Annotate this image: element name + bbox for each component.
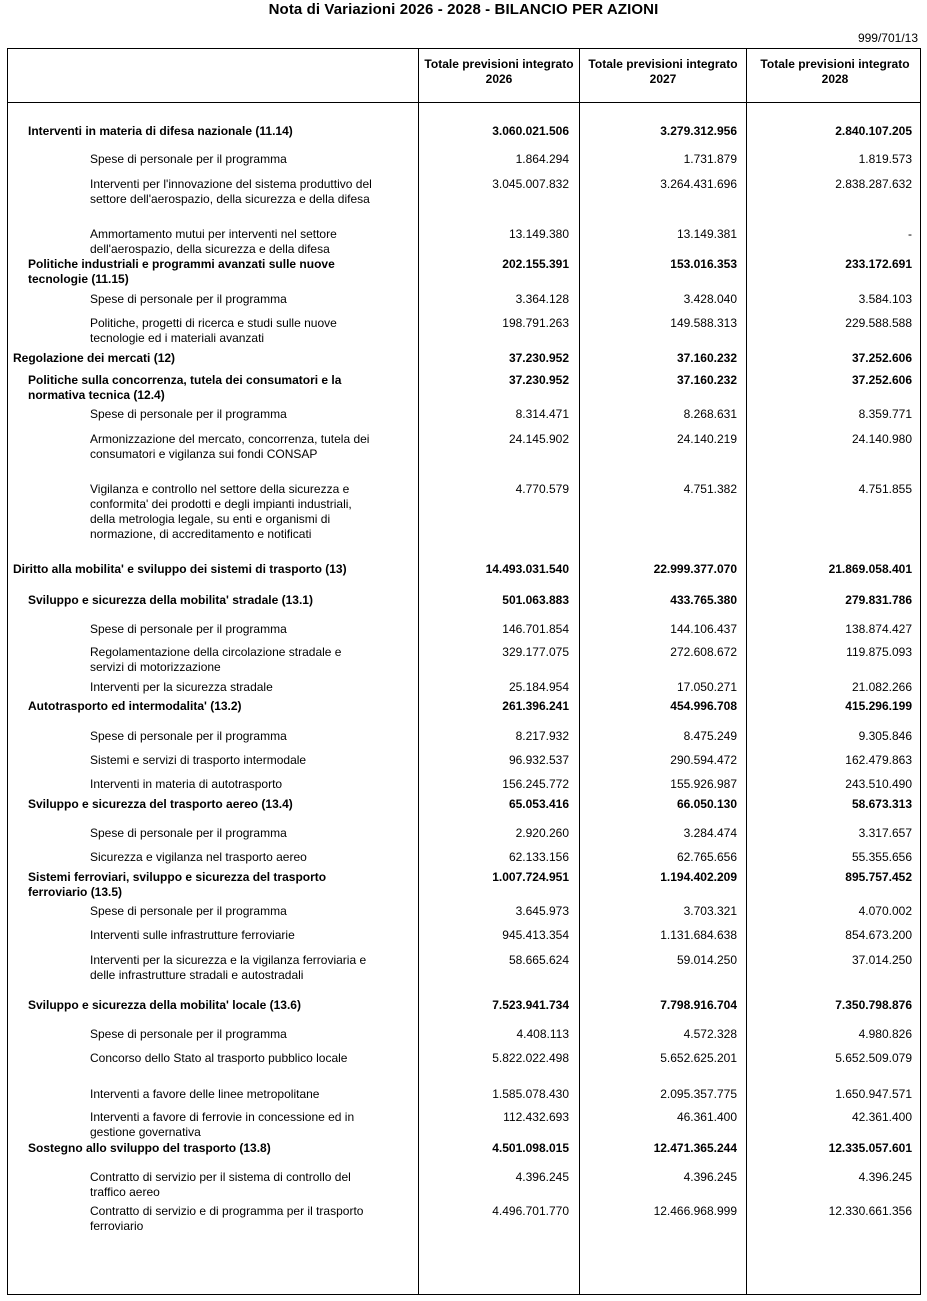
row-label: Vigilanza e controllo nel settore della sicurezza e conformita' dei prodotti e degli impianti industriali, della metrologia legale, su enti e organismi di normazione, di accreditamento e notificati: [90, 482, 352, 541]
row-label: Interventi in materia di autotrasporto: [90, 777, 283, 791]
row-value-2026: 4.770.579: [515, 482, 569, 496]
document-code: 999/701/13: [857, 31, 918, 45]
row-value-2026: 62.133.156: [508, 850, 569, 864]
row-value-2028: 138.874.427: [845, 622, 912, 636]
row-value-2028: 24.140.980: [851, 432, 912, 446]
row-value-2027: 12.471.365.244: [653, 1141, 737, 1155]
row-label: Spese di personale per il programma: [90, 152, 287, 166]
row-value-2027: 12.466.968.999: [653, 1204, 737, 1218]
row-value-2027: 454.996.708: [670, 699, 737, 713]
row-value-2026: 945.413.354: [502, 928, 569, 942]
row-value-2028: 12.330.661.356: [828, 1204, 912, 1218]
row-label: Sviluppo e sicurezza della mobilita' stradale (13.1): [28, 593, 313, 607]
row-value-2028: 37.252.606: [851, 351, 912, 365]
row-value-2027: 144.106.437: [670, 622, 737, 636]
row-value-2027: 272.608.672: [670, 645, 737, 659]
row-value-2027: 4.572.328: [683, 1027, 737, 1041]
row-value-2027: 17.050.271: [676, 680, 737, 694]
row-value-2028: 895.757.452: [845, 870, 912, 884]
row-value-2028: 12.335.057.601: [828, 1141, 912, 1155]
row-value-2026: 65.053.416: [508, 797, 569, 811]
row-label: Regolamentazione della circolazione stradale e servizi di motorizzazione: [90, 645, 342, 674]
row-value-2028: 229.588.588: [845, 316, 912, 330]
row-value-2026: 25.184.954: [508, 680, 569, 694]
row-value-2027: 153.016.353: [670, 257, 737, 271]
row-value-2027: 59.014.250: [676, 953, 737, 967]
header-divider: [7, 102, 921, 103]
column-header-2027: Totale previsioni integrato 2027: [588, 57, 738, 86]
row-value-2027: 46.361.400: [676, 1110, 737, 1124]
row-value-2028: 1.819.573: [858, 152, 912, 166]
row-value-2028: 2.838.287.632: [835, 177, 912, 191]
row-value-2028: 21.082.266: [851, 680, 912, 694]
row-value-2027: 4.396.245: [683, 1170, 737, 1184]
row-value-2026: 4.408.113: [516, 1027, 569, 1041]
row-value-2028: 119.875.093: [846, 645, 912, 659]
row-value-2026: 3.645.973: [515, 904, 569, 918]
row-value-2028: 58.673.313: [851, 797, 912, 811]
column-header-2028: Totale previsioni integrato 2028: [760, 57, 910, 86]
row-label: Spese di personale per il programma: [90, 904, 287, 918]
row-value-2027: 3.279.312.956: [660, 124, 737, 138]
row-value-2028: 4.751.855: [858, 482, 912, 496]
row-value-2026: 58.665.624: [508, 953, 569, 967]
row-value-2026: 13.149.380: [508, 227, 569, 241]
row-value-2027: 433.765.380: [670, 593, 737, 607]
row-value-2027: 66.050.130: [676, 797, 737, 811]
row-value-2027: 8.475.249: [683, 729, 737, 743]
column-header-2026: Totale previsioni integrato 2026: [424, 57, 574, 86]
row-label: Politiche, progetti di ricerca e studi sulle nuove tecnologie ed i materiali avanzati: [90, 316, 337, 345]
row-value-2026: 14.493.031.540: [485, 562, 569, 576]
row-label: Interventi a favore delle linee metropolitane: [90, 1087, 320, 1101]
row-value-2026: 2.920.260: [515, 826, 569, 840]
row-label: Diritto alla mobilita' e sviluppo dei sistemi di trasporto (13): [13, 562, 347, 576]
row-value-2026: 501.063.883: [502, 593, 569, 607]
row-value-2026: 4.396.245: [515, 1170, 569, 1184]
row-value-2026: 5.822.022.498: [492, 1051, 569, 1065]
row-label: Sostegno allo sviluppo del trasporto (13.8): [28, 1141, 271, 1155]
row-value-2028: 7.350.798.876: [835, 998, 912, 1012]
row-value-2028: 3.584.103: [858, 292, 912, 306]
row-value-2027: 1.731.879: [683, 152, 737, 166]
row-value-2028: 42.361.400: [851, 1110, 912, 1124]
row-value-2026: 8.314.471: [515, 407, 569, 421]
row-value-2028: 5.652.509.079: [835, 1051, 912, 1065]
row-label: Interventi in materia di difesa nazionale (11.14): [28, 124, 293, 138]
row-value-2027: 5.652.625.201: [660, 1051, 737, 1065]
row-value-2027: 3.703.321: [683, 904, 737, 918]
row-value-2027: 3.428.040: [683, 292, 737, 306]
row-label: Politiche sulla concorrenza, tutela dei consumatori e la normativa tecnica (12.4): [28, 373, 342, 402]
row-value-2026: 96.932.537: [508, 753, 569, 767]
row-label: Concorso dello Stato al trasporto pubblico locale: [90, 1051, 348, 1065]
row-label: Interventi per la sicurezza e la vigilanza ferroviaria e delle infrastrutture stradali e autostradali: [90, 953, 367, 982]
row-value-2026: 4.501.098.015: [492, 1141, 569, 1155]
row-value-2026: 3.364.128: [515, 292, 569, 306]
row-value-2028: 37.252.606: [851, 373, 912, 387]
row-value-2027: 2.095.357.775: [660, 1087, 737, 1101]
row-label: Interventi per l'innovazione del sistema produttivo del settore dell'aerospazio, della sicurezza e della difesa: [90, 177, 372, 206]
row-value-2026: 156.245.772: [502, 777, 569, 791]
row-value-2028: 8.359.771: [858, 407, 912, 421]
column-divider: [579, 48, 580, 1295]
row-value-2026: 8.217.932: [515, 729, 569, 743]
row-value-2026: 329.177.075: [502, 645, 569, 659]
row-value-2028: 55.355.656: [851, 850, 912, 864]
row-label: Contratto di servizio per il sistema di controllo del traffico aereo: [90, 1170, 351, 1199]
row-value-2027: 37.160.232: [676, 373, 737, 387]
row-value-2027: 149.588.313: [670, 316, 737, 330]
row-value-2027: 290.594.472: [670, 753, 737, 767]
row-value-2026: 198.791.263: [502, 316, 569, 330]
row-value-2028: 162.479.863: [845, 753, 912, 767]
row-value-2026: 1.585.078.430: [492, 1087, 569, 1101]
row-value-2026: 7.523.941.734: [492, 998, 569, 1012]
row-value-2027: 8.268.631: [683, 407, 737, 421]
column-divider: [418, 48, 419, 1295]
page-title: Nota di Variazioni 2026 - 2028 - BILANCIO PER AZIONI: [268, 1, 659, 18]
row-label: Spese di personale per il programma: [90, 622, 287, 636]
row-value-2027: 3.284.474: [683, 826, 737, 840]
row-value-2027: 7.798.916.704: [660, 998, 737, 1012]
row-label: Regolazione dei mercati (12): [13, 351, 176, 365]
row-value-2026: 1.864.294: [515, 152, 569, 166]
row-value-2026: 24.145.902: [508, 432, 569, 446]
row-value-2026: 261.396.241: [502, 699, 569, 713]
row-value-2028: 4.396.245: [858, 1170, 912, 1184]
row-label: Spese di personale per il programma: [90, 292, 287, 306]
row-value-2027: 1.131.684.638: [660, 928, 737, 942]
row-value-2028: 243.510.490: [845, 777, 912, 791]
row-value-2027: 62.765.656: [676, 850, 737, 864]
row-label: Sicurezza e vigilanza nel trasporto aereo: [90, 850, 307, 864]
row-value-2026: 3.060.021.506: [492, 124, 569, 138]
row-value-2027: 155.926.987: [670, 777, 737, 791]
row-value-2028: 2.840.107.205: [835, 124, 912, 138]
row-label: Contratto di servizio e di programma per il trasporto ferroviario: [90, 1204, 364, 1233]
row-value-2028: 21.869.058.401: [828, 562, 912, 576]
row-value-2028: 415.296.199: [845, 699, 912, 713]
row-value-2028: 3.317.657: [858, 826, 912, 840]
row-value-2028: 1.650.947.571: [835, 1087, 912, 1101]
row-label: Politiche industriali e programmi avanzati sulle nuove tecnologie (11.15): [28, 257, 335, 286]
row-value-2026: 37.230.952: [508, 373, 569, 387]
row-label: Interventi per la sicurezza stradale: [90, 680, 273, 694]
row-label: Spese di personale per il programma: [90, 729, 287, 743]
row-value-2026: 4.496.701.770: [492, 1204, 569, 1218]
row-label: Sviluppo e sicurezza della mobilita' locale (13.6): [28, 998, 301, 1012]
row-label: Autotrasporto ed intermodalita' (13.2): [28, 699, 242, 713]
row-value-2026: 146.701.854: [502, 622, 569, 636]
row-value-2028: 233.172.691: [845, 257, 912, 271]
row-value-2027: 13.149.381: [676, 227, 737, 241]
row-label: Armonizzazione del mercato, concorrenza, tutela dei consumatori e vigilanza sui fondi CONSAP: [90, 432, 370, 461]
row-value-2026: 1.007.724.951: [492, 870, 569, 884]
row-label: Sistemi e servizi di trasporto intermodale: [90, 753, 307, 767]
row-value-2028: -: [908, 227, 912, 241]
row-label: Spese di personale per il programma: [90, 407, 287, 421]
row-label: Interventi sulle infrastrutture ferroviarie: [90, 928, 295, 942]
row-value-2027: 1.194.402.209: [660, 870, 737, 884]
row-label: Ammortamento mutui per interventi nel settore dell'aerospazio, della sicurezza e della difesa: [90, 227, 337, 256]
row-value-2028: 37.014.250: [851, 953, 912, 967]
row-value-2028: 279.831.786: [845, 593, 912, 607]
row-value-2026: 37.230.952: [508, 351, 569, 365]
row-label: Spese di personale per il programma: [90, 826, 287, 840]
row-value-2027: 22.999.377.070: [653, 562, 737, 576]
row-value-2028: 9.305.846: [858, 729, 912, 743]
row-label: Sviluppo e sicurezza del trasporto aereo (13.4): [28, 797, 293, 811]
row-value-2028: 4.070.002: [858, 904, 912, 918]
row-value-2027: 4.751.382: [683, 482, 737, 496]
row-label: Interventi a favore di ferrovie in concessione ed in gestione governativa: [90, 1110, 355, 1139]
column-divider: [746, 48, 747, 1295]
row-value-2026: 202.155.391: [502, 257, 569, 271]
row-value-2027: 3.264.431.696: [660, 177, 737, 191]
row-label: Sistemi ferroviari, sviluppo e sicurezza del trasporto ferroviario (13.5): [28, 870, 327, 899]
row-value-2027: 37.160.232: [676, 351, 737, 365]
row-value-2027: 24.140.219: [676, 432, 737, 446]
row-label: Spese di personale per il programma: [90, 1027, 287, 1041]
row-value-2026: 112.432.693: [503, 1110, 569, 1124]
row-value-2028: 4.980.826: [858, 1027, 912, 1041]
row-value-2026: 3.045.007.832: [492, 177, 569, 191]
row-value-2028: 854.673.200: [845, 928, 912, 942]
